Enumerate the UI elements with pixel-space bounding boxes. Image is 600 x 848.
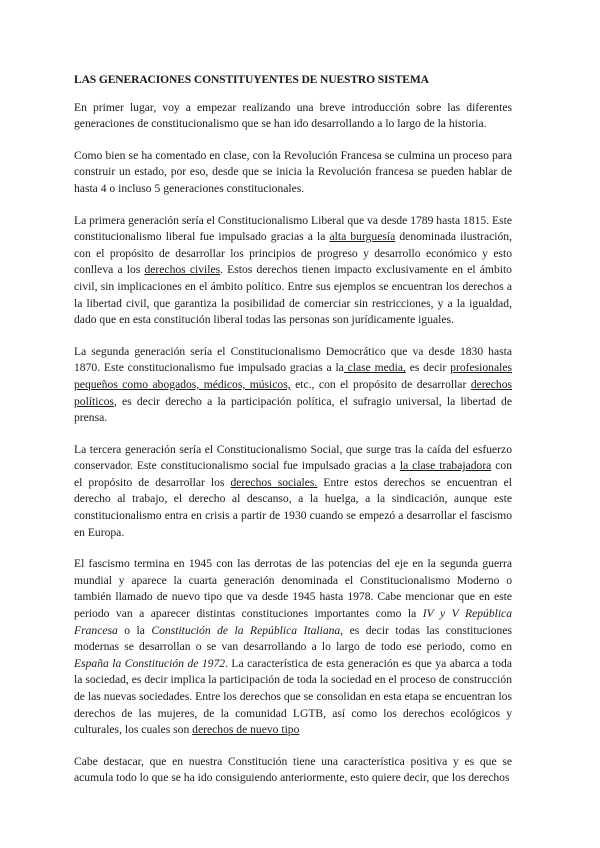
text-segment: o la: [117, 623, 152, 637]
underlined-term-derechos-nuevo-tipo: derechos de nuevo tipo: [192, 723, 300, 737]
text-segment: . La característica de esta generación es que ya abarca a toda la sociedad, es decir implica la participación de toda la sociedad en el proceso de construcción de las nuevas sociedades. Entre los derechos que se consolidan en esta etapa se encuentran los derechos de las mujeres, de la comunidad LGTB, así como los derechos ecológicos y culturales, los cuales son: [74, 656, 512, 737]
text-segment: es decir: [405, 361, 451, 375]
text-segment: Entre estos derechos se encuentran el derecho al trabajo, el derecho al descanso, a la huelga, a la sindicación, aunque este constitucionalismo entra en crisis a partir de 1930 cuando se empezó a desarrollar el fascismo en Europa.: [74, 475, 513, 539]
underlined-term-clase-media: clase media,: [343, 361, 406, 375]
text-segment: , es decir derecho a la participación política, el sufragio universal, la libertad de prensa.: [74, 394, 512, 425]
underlined-term-alta-burguesia: alta burguesía: [329, 230, 396, 244]
underlined-term-profesionales: profesionales pequeños como abogados, médicos, músicos,: [74, 361, 512, 391]
underlined-term-derechos-politicos: derechos políticos: [74, 377, 513, 408]
text-segment: denominada ilustración, con el propósito de desarrollar los principios de progreso y desarrollo económico y esto conlleva a los: [74, 230, 512, 277]
italic-term-constitucion-italiana: Constitución de la República Italiana: [151, 623, 341, 637]
italic-term-constitucion-espana: España la Constitución de 1972: [74, 656, 226, 670]
paragraph-introduction: En primer lugar, voy a empezar realizando una breve introducción sobre las diferentes generaciones de constitucionalismo que se han ido desarrollando a lo largo de la historia.: [74, 100, 512, 131]
italic-term-republica-francesa: IV y V República Francesa: [74, 607, 512, 637]
text-segment: , es decir todas las constituciones modernas se desarrollan o se van desarrollando a lo largo de todo ese periodo, como en: [74, 623, 513, 654]
paragraph-first-generation: [74, 213, 512, 329]
text-segment: La segunda generación sería el Constitucionalismo Democrático que va desde 1830 hasta 1870. Este constitucionalismo fue impulsado gracias a la: [74, 344, 512, 375]
paragraph-second-generation: [74, 344, 512, 427]
paragraph-closing: Cabe destacar, que en nuestra Constitución tiene una característica positiva y es que se acumula todo lo que se ha ido consiguiendo anteriormente, esto quiere decir, que los derechos: [74, 754, 512, 785]
text-segment: El fascismo termina en 1945 con las derrotas de las potencias del eje en la segunda guerra mundial y aparece la cuarta generación denominada el Constitucionalismo Moderno o también llamado de nuevo tipo que va desde 1945 hasta 1978. Cabe mencionar que en este periodo van a aparecer distintas constituciones importantes como la: [74, 557, 512, 621]
paragraph-third-generation: [74, 442, 512, 542]
text-segment: La tercera generación sería el Constitucionalismo Social, que surge tras la caída del esfuerzo conservador. Este constitucionalismo social fue impulsado gracias a: [74, 442, 512, 473]
text-segment: con el propósito de desarrollar los: [74, 459, 512, 489]
underlined-term-derechos-civiles: derechos civiles: [144, 263, 221, 277]
document-title: LAS GENERACIONES CONSTITUYENTES DE NUESTRO SISTEMA: [74, 73, 429, 86]
paragraph-french-revolution: Como bien se ha comentado en clase, con la Revolución Francesa se culmina un proceso para construir un estado, por eso, desde que se inicia la Revolución francesa se pueden hablar de hasta 4 o incluso 5 generaciones constitucionales.: [74, 148, 512, 195]
underlined-term-derechos-sociales: derechos sociales.: [230, 475, 318, 489]
text-segment: La primera generación sería el Constitucionalismo Liberal que va desde 1789 hasta 1815. Este constitucionalismo liberal fue impulsado gracias a la: [74, 213, 512, 244]
underlined-term-clase-trabajadora: la clase trabajadora: [399, 459, 492, 473]
paragraph-fourth-generation: [74, 556, 512, 739]
text-segment: . Estos derechos tienen impacto exclusivamente en el ámbito civil, sin implicaciones en el ámbito político. Entre sus ejemplos se encuentran los derechos a la libertad civil, que garantiza la posibilidad de comerciar sin restricciones, y a la igualdad, dado que en esta constitución liberal todas las personas son jurídicamente iguales.: [74, 263, 512, 327]
text-segment: etc., con el propósito de desarrollar: [290, 377, 471, 391]
